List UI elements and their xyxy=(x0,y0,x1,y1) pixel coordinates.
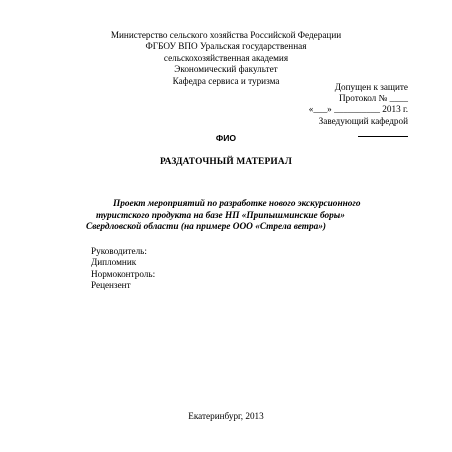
university-line-2: сельскохозяйственная академия xyxy=(163,52,289,63)
faculty-line: Экономический факультет xyxy=(174,64,278,75)
project-title-line-3: Свердловской области (на примере ООО «Стрела ветра») xyxy=(86,222,327,232)
institution-header xyxy=(0,30,452,87)
approval-date: «___» __________ 2013 г. xyxy=(308,104,408,115)
head-of-department: Заведующий кафедрой xyxy=(318,115,408,126)
project-title-line-1: Проект мероприятий по разработке нового экскурсионного xyxy=(113,199,361,209)
reviewer-label: Рецензент xyxy=(91,280,131,291)
project-title-block xyxy=(86,199,386,234)
project-title-line-2: туристского продукта на базе НП «Припышминские боры» xyxy=(96,210,345,221)
department-line: Кафедра сервиса и туризма xyxy=(172,75,280,86)
city-year: Екатеринбург, 2013 xyxy=(188,411,264,421)
approval-block xyxy=(309,82,408,140)
fio-label: ФИО xyxy=(215,133,237,143)
supervisor-label: Руководитель: xyxy=(91,246,147,256)
document-title: РАЗДАТОЧНЫЙ МАТЕРИАЛ xyxy=(159,157,293,167)
admitted-to-defense: Допущен к защите xyxy=(334,82,408,92)
university-line-1: ФГБОУ ВПО Уральская государственная xyxy=(145,41,307,52)
protocol-number: Протокол № ____ xyxy=(339,93,408,104)
ministry-line: Министерство сельского хозяйства Российской Федерации xyxy=(110,30,342,40)
graduate-label: Дипломник xyxy=(91,257,137,268)
roles-block xyxy=(91,246,155,292)
norm-control-label: Нормоконтроль: xyxy=(91,268,156,279)
